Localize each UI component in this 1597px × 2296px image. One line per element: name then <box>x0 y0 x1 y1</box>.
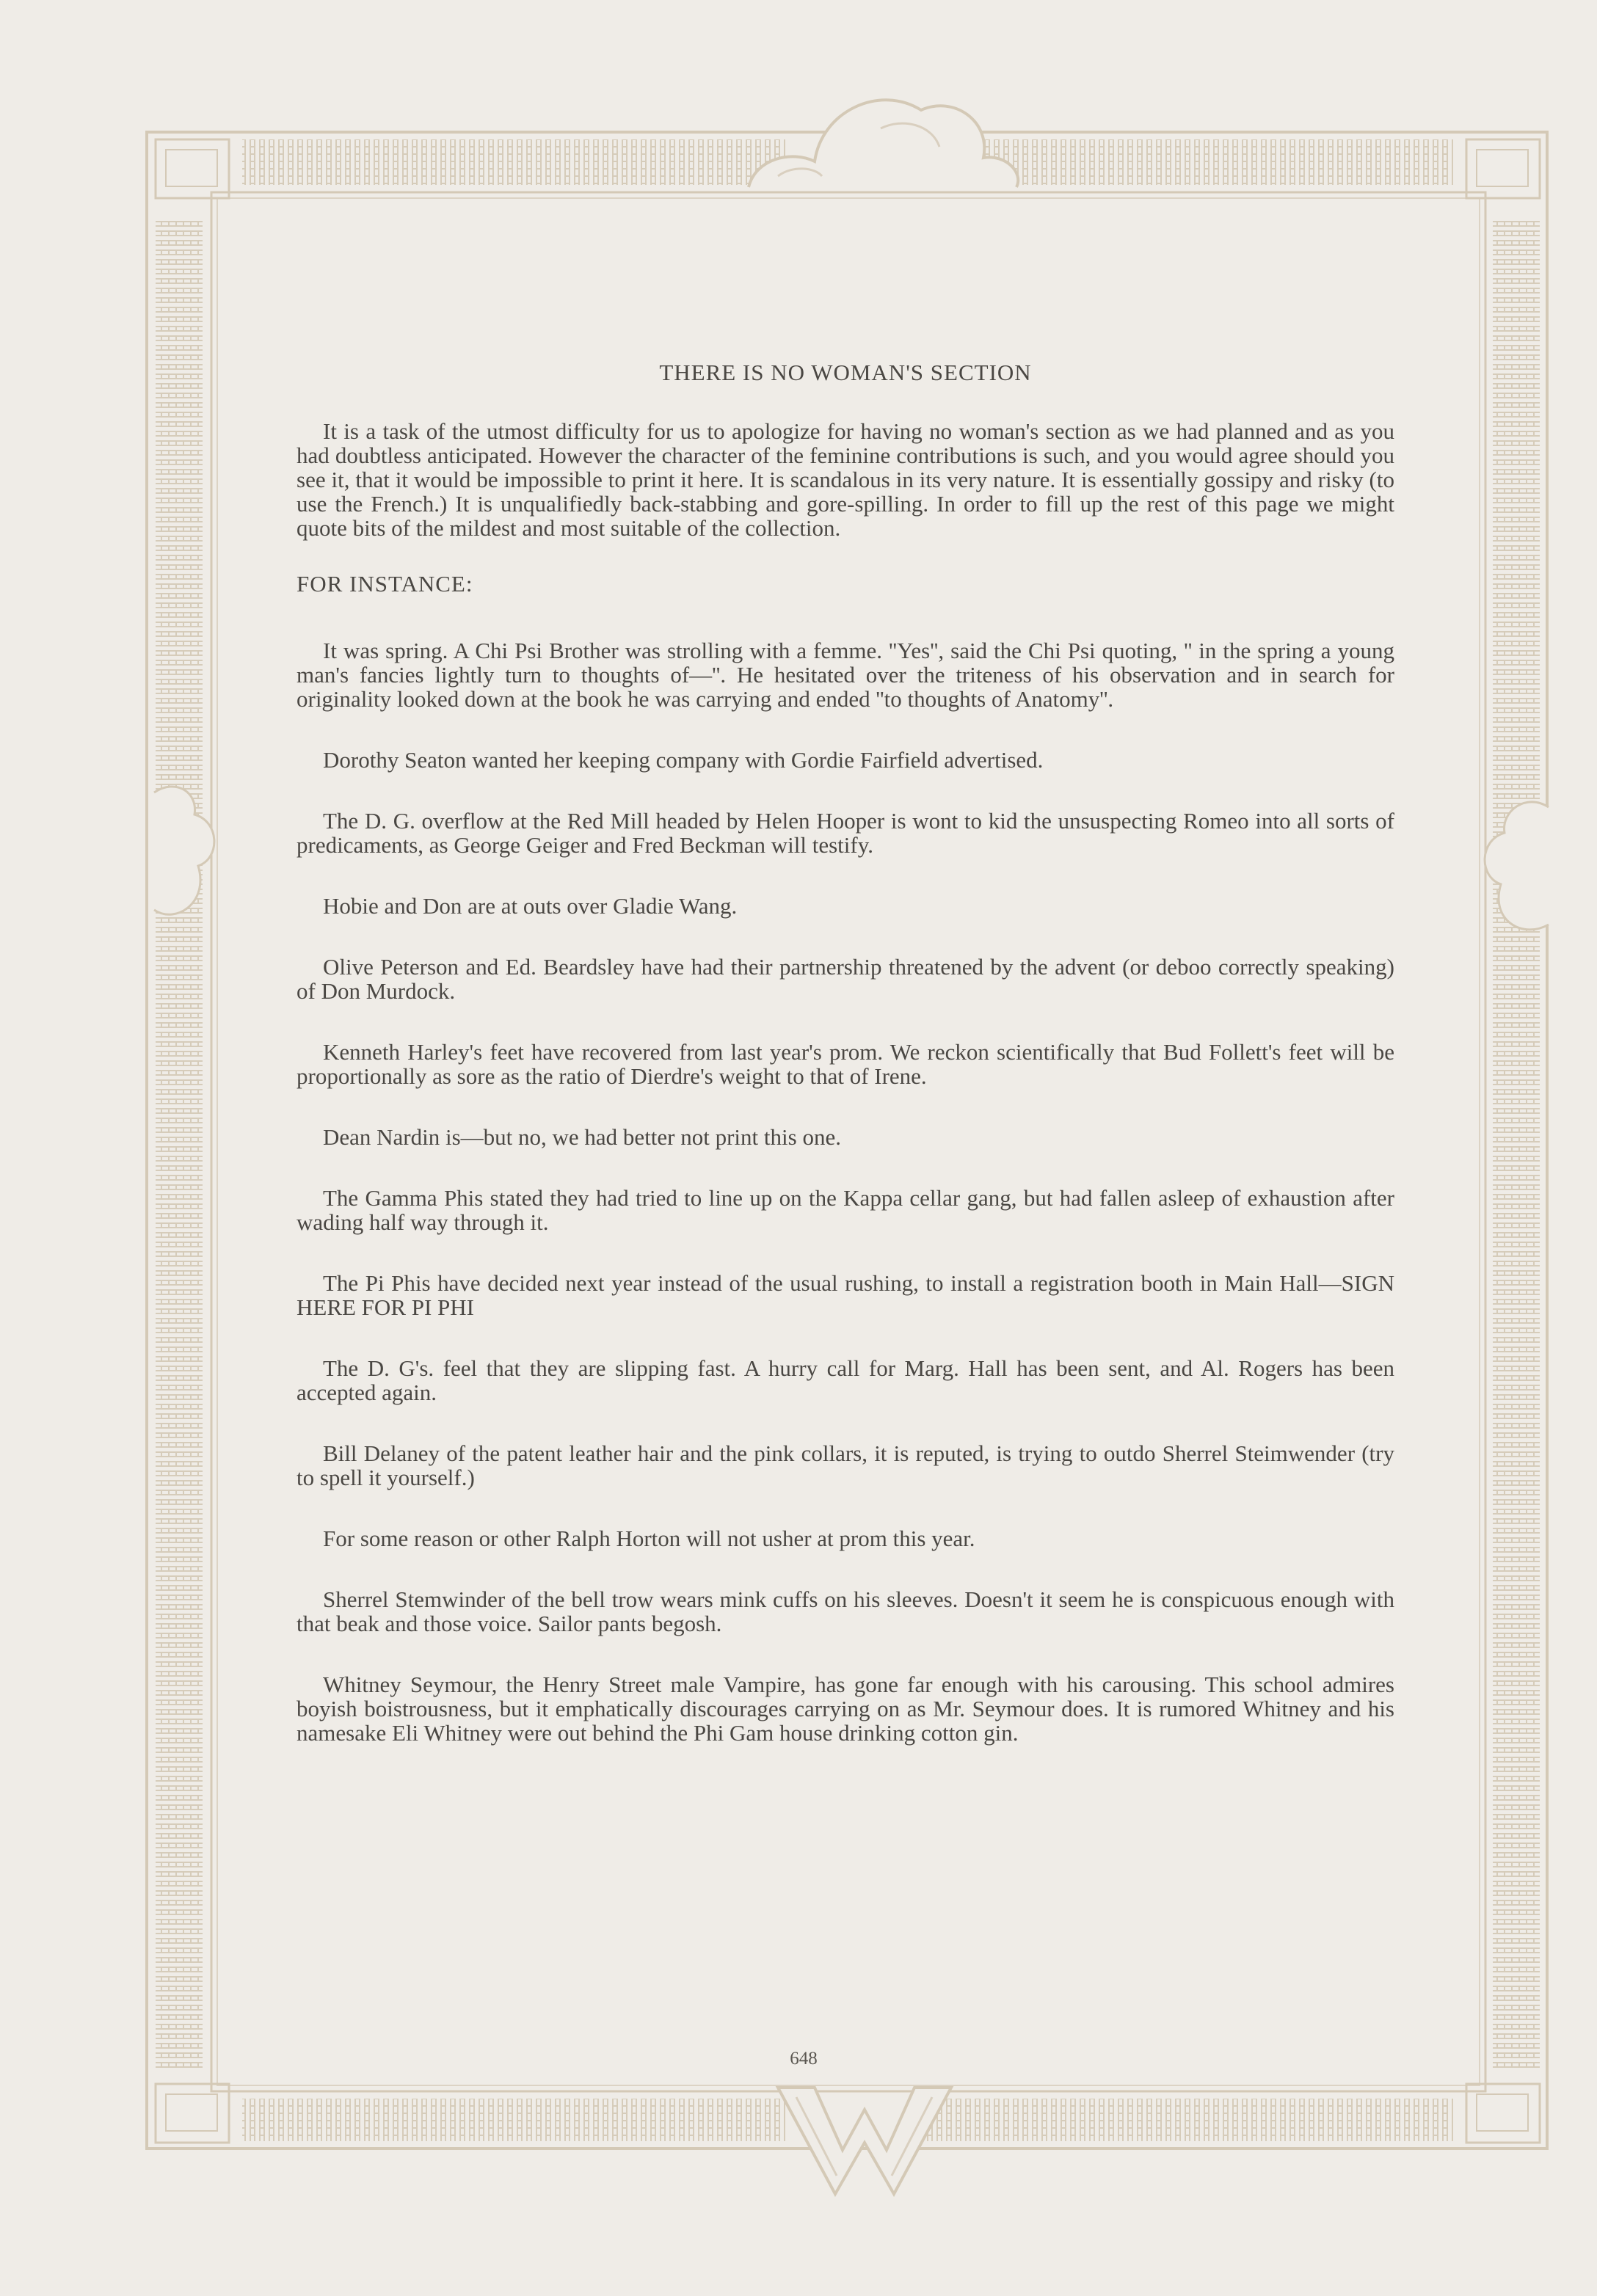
subheading: FOR INSTANCE: <box>297 571 473 597</box>
intro-paragraph: It is a task of the utmost difficulty for us to apologize for having no woman's section as we had planned and as you had doubtless anticipated. However the character of the feminine contributions is such, and you would agree should you see it, that it would be impossible to print it here. It is scandalous in its very nature. It is essentially gossipy and risky (to use the French.) It is unqualifiedly back-stabbing and gore-spilling. In order to fill up the rest of this page we might quote bits of the mildest and most suitable of the collection. <box>297 418 1394 541</box>
list-item: Dorothy Seaton wanted her keeping company with Gordie Fairfield advertised. <box>323 747 1044 773</box>
section-title: THERE IS NO WOMAN'S SECTION <box>659 360 1032 385</box>
list-item: Bill Delaney of the patent leather hair and the pink collars, it is reputed, is trying to outdo Sherrel Steimwender (try to spell it yourself.) <box>297 1440 1394 1490</box>
page-text <box>297 345 1394 1782</box>
list-item: The D. G's. feel that they are slipping fast. A hurry call for Marg. Hall has been sent, and Al. Rogers has been accepted again. <box>297 1355 1394 1405</box>
list-item: For some reason or other Ralph Horton will not usher at prom this year. <box>323 1526 975 1551</box>
list-item: Whitney Seymour, the Henry Street male Vampire, has gone far enough with his carousing. This school admires boyish boistrousness, but it emphatically discourages carrying on as Mr. Seymour does. It is rumored Whitney and his namesake Eli Whitney were out behind the Phi Gam house drinking cotton gin. <box>297 1672 1394 1746</box>
list-item: The Pi Phis have decided next year instead of the usual rushing, to install a registration booth in Main Hall—SIGN HERE FOR PI PHI <box>297 1270 1394 1320</box>
list-item: The D. G. overflow at the Red Mill headed by Helen Hooper is wont to kid the unsuspecting Romeo into all sorts of predicaments, as George Geiger and Fred Beckman will testify. <box>297 808 1394 858</box>
list-item: It was spring. A Chi Psi Brother was strolling with a femme. ''Yes'', said the Chi Psi quoting, '' in the spring a young man's fancies lightly turn to thoughts of—''. He hesitated over the triteness of his observation and in search for originality looked down at the book he was carrying and ended ''to thoughts of Anatomy''. <box>297 638 1394 712</box>
list-item: Dean Nardin is—but no, we had better not print this one. <box>323 1124 841 1150</box>
page-number: 648 <box>790 2049 818 2069</box>
list-item: Olive Peterson and Ed. Beardsley have had their partnership threatened by the advent (or deboo correctly speaking) of Don Murdock. <box>297 954 1394 1004</box>
list-item: Hobie and Don are at outs over Gladie Wang. <box>323 893 738 919</box>
list-item: Kenneth Harley's feet have recovered from last year's prom. We reckon scientifically that Bud Follett's feet will be proportionally as sore as the ratio of Dierdre's weight to that of Irene. <box>297 1039 1394 1089</box>
list-item: Sherrel Stemwinder of the bell trow wears mink cuffs on his sleeves. Doesn't it seem he is conspicuous enough with that beak and those voice. Sailor pants begosh. <box>297 1586 1394 1636</box>
list-item: The Gamma Phis stated they had tried to line up on the Kappa cellar gang, but had fallen asleep of exhaustion after wading half way through it. <box>297 1185 1394 1235</box>
